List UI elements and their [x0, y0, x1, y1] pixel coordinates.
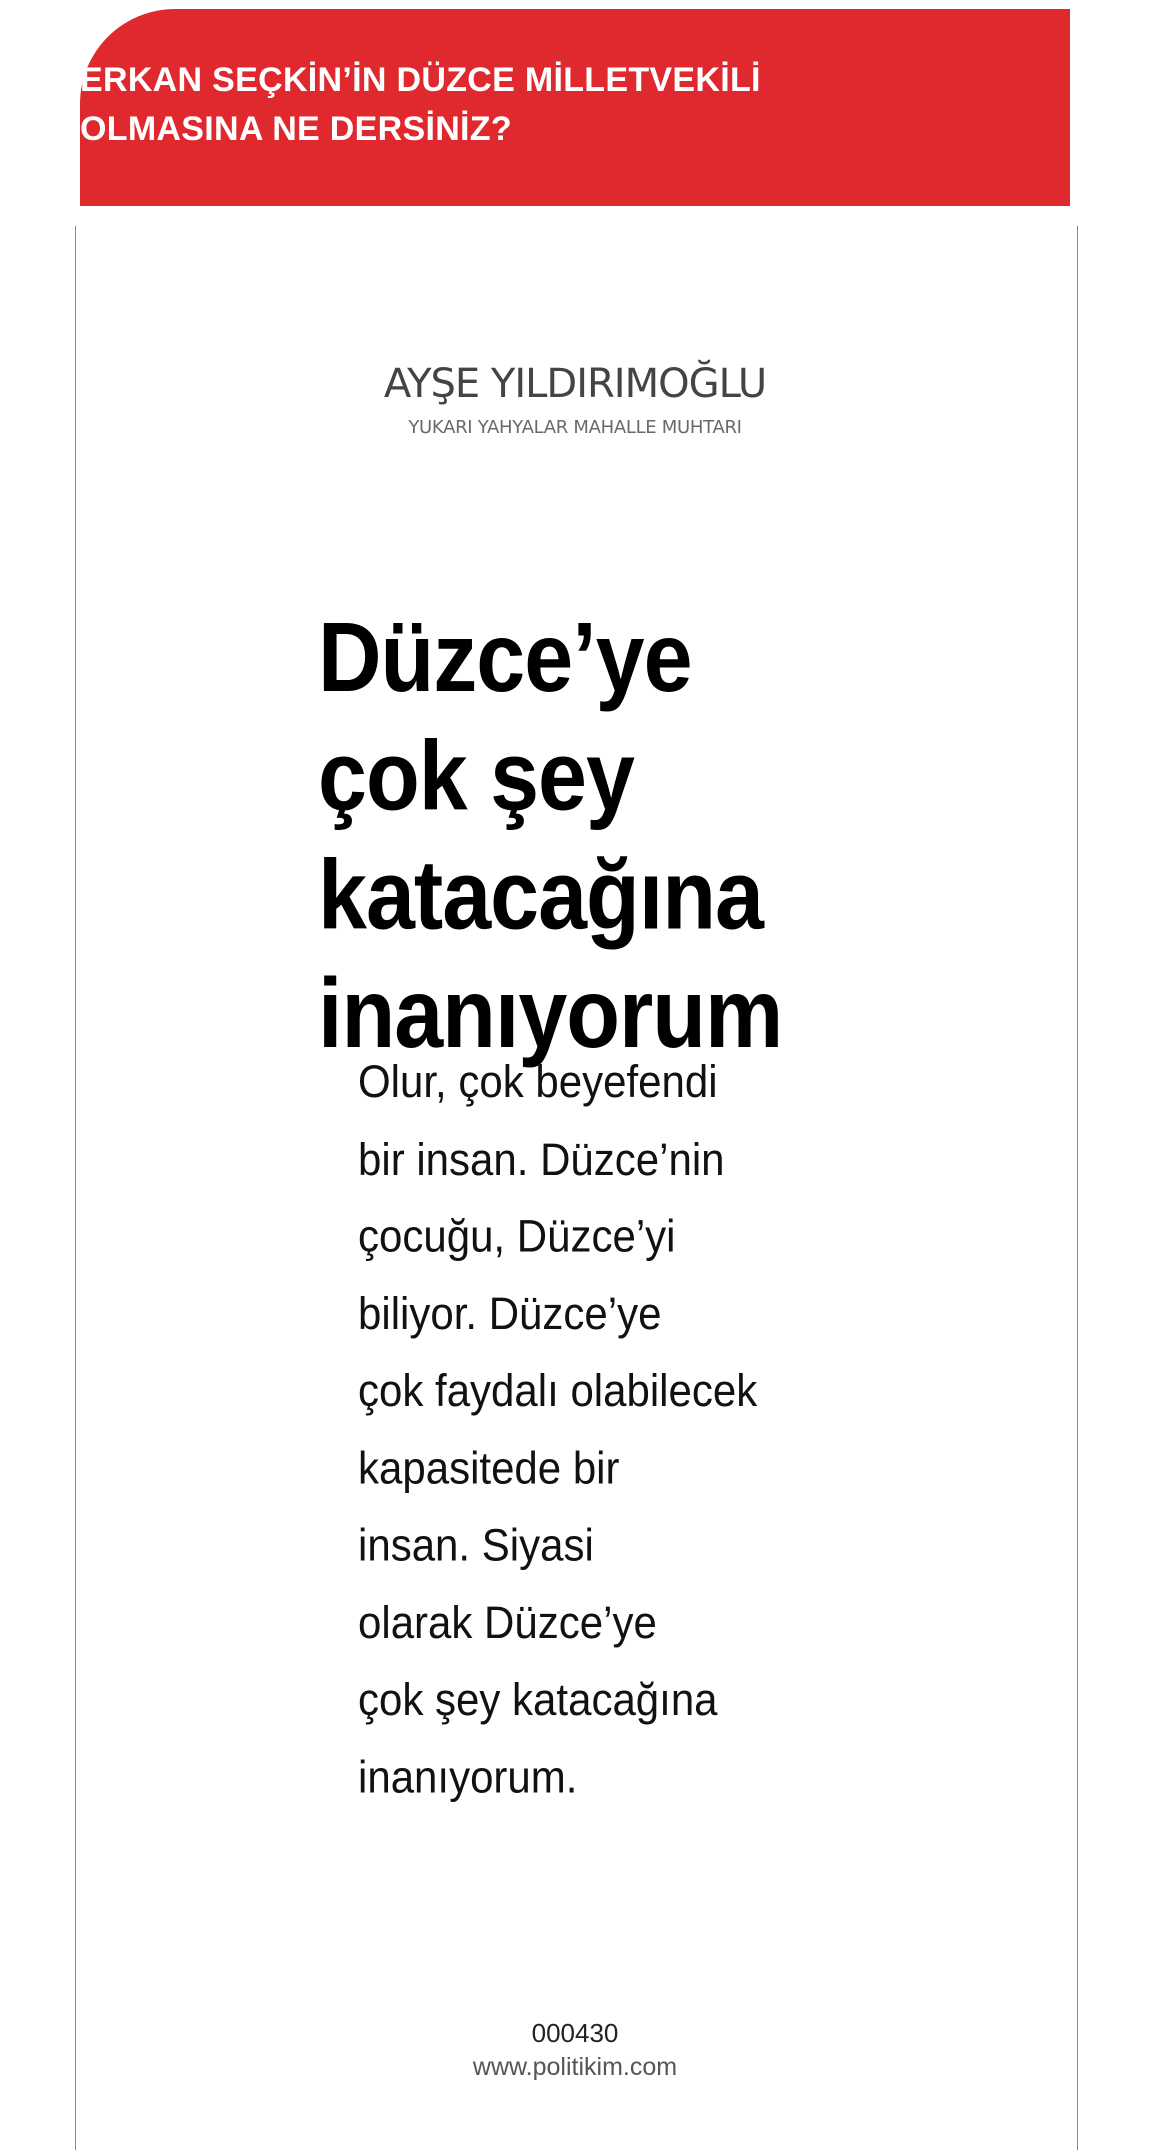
person-role: YUKARI YAHYALAR MAHALLE MUHTARI: [408, 417, 742, 438]
body-line: kapasitede bir: [358, 1442, 620, 1493]
body-line: bir insan. Düzce’nin: [358, 1133, 725, 1184]
headline-line: inanıyorum: [318, 957, 783, 1069]
body-paragraph: [358, 1043, 878, 1815]
frame-left-border: [75, 226, 76, 2150]
person-name: AYŞE YILDIRIMOĞLU: [383, 361, 767, 407]
headline-quote: [318, 598, 878, 1073]
banner-title: [80, 56, 840, 154]
banner-title-line: OLMASINA NE DERSİNİZ?: [80, 110, 512, 148]
body-line: inanıyorum.: [358, 1750, 578, 1802]
body-line: insan. Siyasi: [358, 1519, 594, 1571]
body-line: Olur, çok beyefendi: [358, 1055, 718, 1107]
frame-right-border: [1077, 226, 1078, 2150]
body-line: çok şey katacağına: [358, 1673, 718, 1725]
headline-line: Düzce’ye: [318, 601, 692, 713]
body-line: çocuğu, Düzce’yi: [358, 1210, 676, 1262]
footer-url: www.politikim.com: [472, 2053, 678, 2081]
body-line: çok faydalı olabilecek: [358, 1364, 758, 1416]
headline-line: katacağına: [318, 838, 763, 950]
body-line: olarak Düzce’ye: [358, 1596, 657, 1648]
headline-line: çok şey: [318, 720, 634, 831]
banner-title-line: ERKAN SEÇKİN’İN DÜZCE MİLLETVEKİLİ: [80, 61, 761, 99]
footer-code: 000430: [531, 2018, 619, 2048]
body-line: biliyor. Düzce’ye: [358, 1287, 662, 1339]
